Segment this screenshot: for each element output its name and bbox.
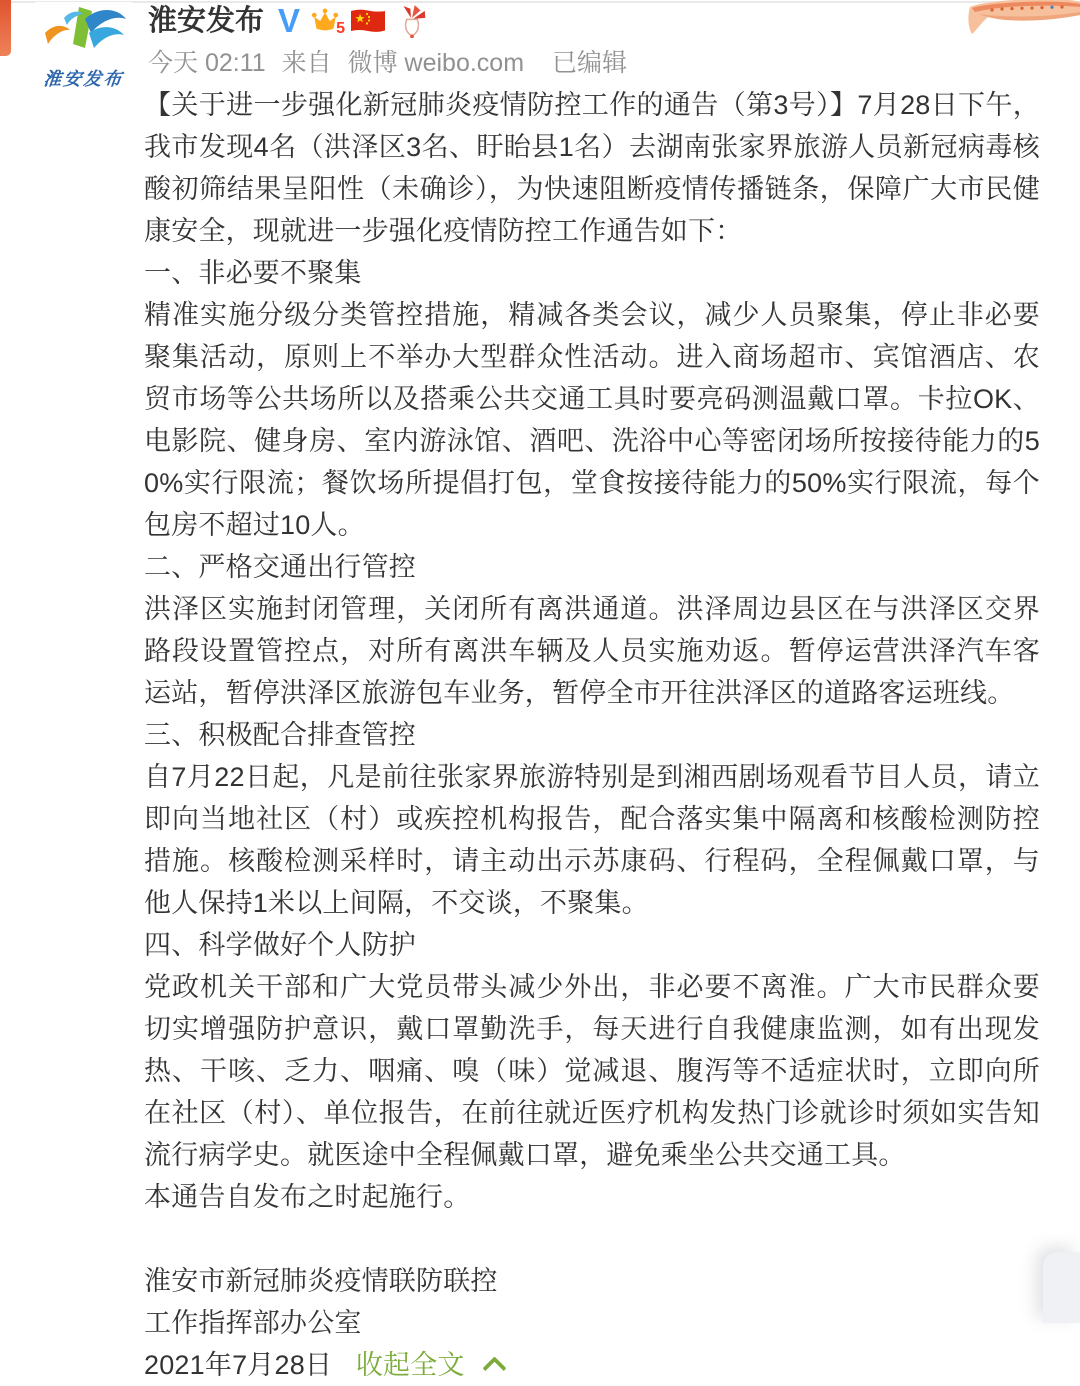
post-paragraph: 淮安市新冠肺炎疫情联防联控: [144, 1266, 498, 1296]
corner-decoration-art: [948, 0, 1080, 36]
source-prefix: 来自: [281, 49, 332, 77]
post-header: [148, 0, 940, 78]
corner-decoration-strip: [0, 0, 11, 56]
post-date-row: [144, 1344, 1040, 1386]
post-paragraph: 【关于进一步强化新冠肺炎疫情防控工作的通告（第3号）】7月28日下午，我市发现4名（洪泽区3名、盱眙县1名）去湖南张家界旅游人员新冠病毒核酸初筛结果呈阳性（未确诊），为快速阻断疫情传播链条，保障广大市民健康安全，现就进一步强化疫情防控工作通告如下：: [144, 90, 1040, 246]
orange-art-icon: [948, 0, 1080, 36]
verified-v-icon: V: [278, 2, 301, 39]
flag-icon: [350, 8, 386, 34]
post-time: 今天 02:11: [148, 49, 266, 77]
post-meta-row: [148, 48, 940, 78]
post-paragraph: 四、科学做好个人防护: [144, 930, 416, 960]
red-ribbon-badge-icon: [396, 4, 428, 38]
post-paragraph: 一、非必要不聚集: [144, 258, 362, 288]
post-paragraph: 本通告自发布之时起施行。: [144, 1182, 471, 1212]
ribbon-icon: [396, 4, 428, 38]
post-paragraph: 工作指挥部办公室: [144, 1308, 362, 1338]
post-paragraph: 精准实施分级分类管控措施，精减各类会议，减少人员聚集，停止非必要聚集活动，原则上不举办大型群众性活动。进入商场超市、宾馆酒店、农贸市场等公共场所以及搭乘公共交通工具时要亮码测温戴口罩。卡拉OK、电影院、健身房、室内游泳馆、酒吧、洗浴中心等密闭场所按接待能力的50%实行限流；餐饮场所提倡打包，堂食按接待能力的50%实行限流，每个包房不超过10人。: [144, 300, 1040, 540]
post-paragraph: 洪泽区实施封闭管理，关闭所有离洪通道。洪泽周边县区在与洪泽区交界路段设置管控点，对所有离洪车辆及人员实施劝返。暂停运营洪泽汽车客运站，暂停洪泽区旅游包车业务，暂停全市开往洪泽区的道路客运班线。: [144, 594, 1040, 708]
source-link[interactable]: 微博 weibo.com: [347, 49, 525, 77]
collapse-full-text-link[interactable]: [356, 1350, 504, 1380]
post-paragraph: 三、积极配合排查管控: [144, 720, 416, 750]
china-flag-icon: [350, 8, 386, 34]
avatar-logo-text: 淮安发布: [42, 69, 125, 89]
floating-widget[interactable]: [1043, 1252, 1080, 1323]
post-paragraph: 党政机关干部和广大党员带头减少外出，非必要不离淮。广大市民群众要切实增强防护意识，戴口罩勤洗手，每天进行自我健康监测，如有出现发热、干咳、乏力、咽痛、嗅（味）觉减退、腹泻等不适症状时，立即向所在社区（村）、单位报告，在前往就近医疗机构发热门诊就诊时须如实告知流行病学史。就医途中全程佩戴口罩，避免乘坐公共交通工具。: [144, 972, 1040, 1170]
post-paragraph-blank: [144, 1218, 1040, 1260]
post-body: [144, 84, 1040, 1386]
username[interactable]: 淮安发布: [148, 5, 265, 37]
post-paragraph: 自7月22日起，凡是前往张家界旅游特别是到湘西剧场观看节目人员，请立即向当地社区（村）或疾控机构报告，配合落实集中隔离和核酸检测防控措施。核酸检测采样时，请主动出示苏康码、行程码，全程佩戴口罩，与他人保持1米以上间隔，不交谈，不聚集。: [144, 762, 1040, 918]
vip-level: 5: [336, 20, 346, 37]
avatar-logo-graphic: [35, 2, 132, 62]
chevron-up-icon: [483, 1356, 507, 1380]
avatar[interactable]: [35, 2, 132, 99]
post-date: 2021年7月28日: [144, 1350, 333, 1380]
collapse-label[interactable]: 收起全文: [355, 1350, 465, 1380]
name-row: [148, 0, 940, 42]
post-paragraph: 二、严格交通出行管控: [144, 552, 416, 582]
edited-label: 已编辑: [551, 49, 627, 77]
vip-crown-icon: [310, 7, 346, 37]
